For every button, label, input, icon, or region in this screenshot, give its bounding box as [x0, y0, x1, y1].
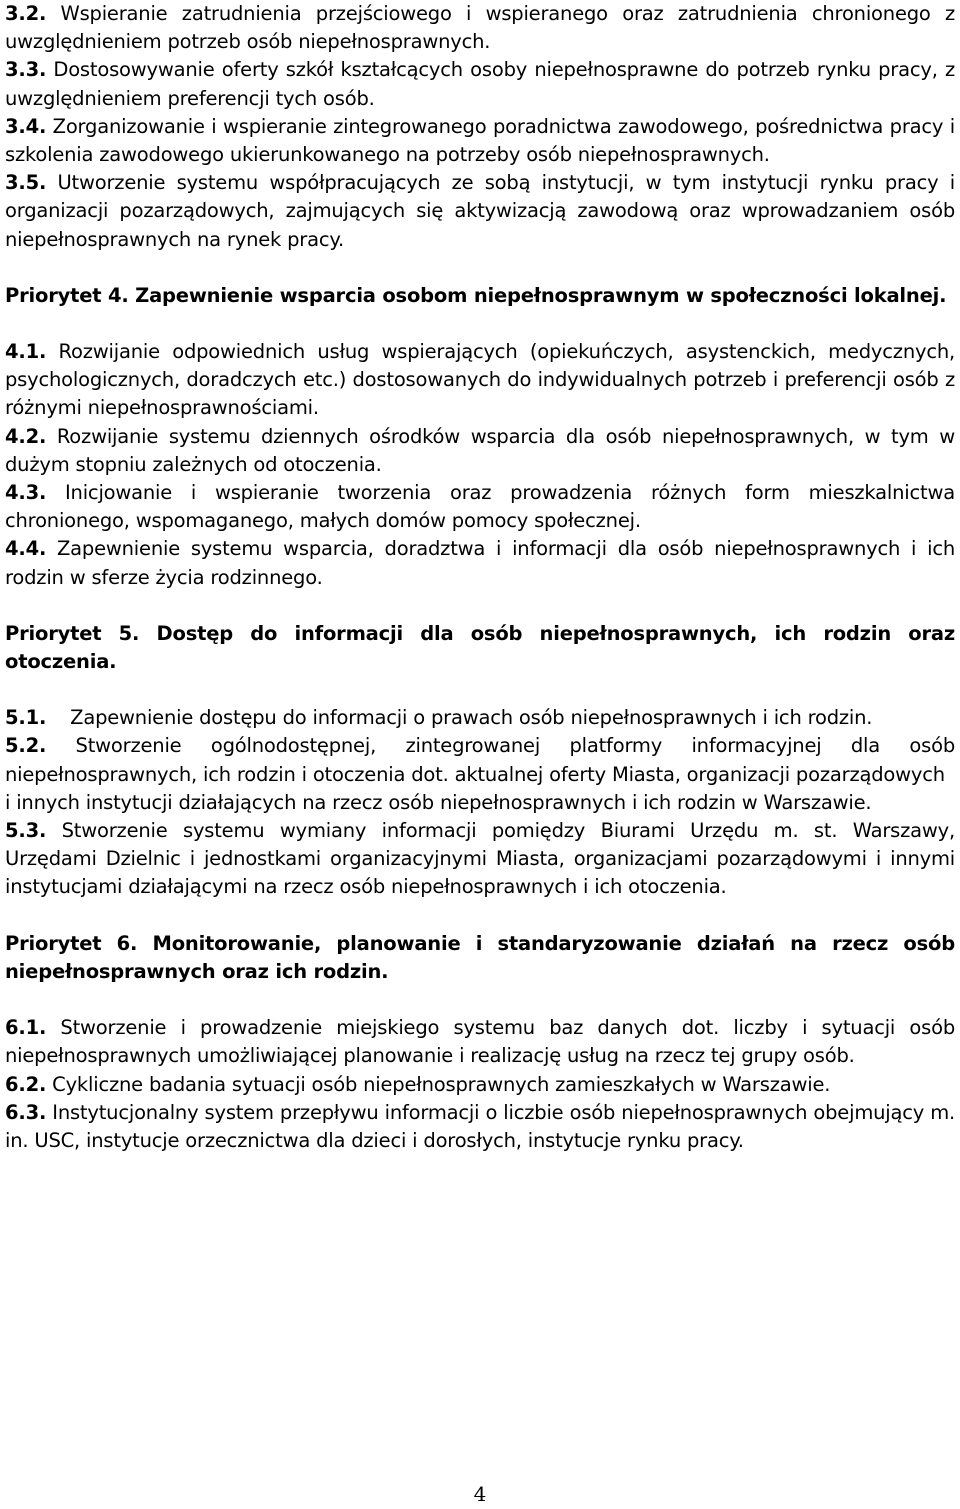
item-text: Rozwijanie systemu dziennych ośrodków wsparcia dla osób niepełnosprawnych, w tym w dużym stopniu zależnych od otoczenia.: [5, 424, 956, 476]
item-text: Rozwijanie odpowiednich usług wspierających (opiekuńczych, asystenckich, medycznych, psychologicznych, doradczych etc.) dostosowanych do indywidualnych potrzeb i preferencji osób z różnymi niepełnosprawnościami.: [5, 340, 956, 420]
list-item-3-2: [5, 0, 955, 56]
spacer: [5, 310, 955, 338]
list-item-4-3: [5, 479, 955, 535]
item-text: Stworzenie systemu wymiany informacji pomiędzy Biurami Urzędu m. st. Warszawy, Urzędami Dzielnic i jednostkami organizacyjnymi Miasta, organizacjami pozarządowymi i innymi instytucjami działającymi na rzecz osób niepełnosprawnych i ich otoczenia.: [5, 819, 955, 899]
item-text: Cykliczne badania sytuacji osób niepełnosprawnych zamieszkałych w Warszawie.: [52, 1072, 831, 1096]
priority-5-heading: Priorytet 5. Dostęp do informacji dla osób niepełnosprawnych, ich rodzin oraz otoczenia.: [5, 621, 955, 674]
item-number: 4.4.: [5, 537, 47, 561]
list-item-3-5: [5, 169, 955, 254]
item-number: 5.1.: [5, 706, 47, 730]
list-item-3-4: [5, 113, 955, 169]
item-text: Stworzenie ogólnodostępnej, zintegrowanej platformy informacyjnej dla osób niepełnosprawnych, ich rodzin i otoczenia dot. aktualnej oferty Miasta, organizacji pozarządowych: [5, 734, 955, 786]
priority-4-heading: Priorytet 4. Zapewnienie wsparcia osobom niepełnosprawnym w społeczności lokalnej.: [5, 283, 947, 307]
item-text: i innych instytucji działających na rzecz osób niepełnosprawnych i ich rodzin w Warszawie.: [5, 790, 872, 814]
spacer: [5, 986, 955, 1014]
document-page: [5, 0, 955, 1155]
item-number: 3.4.: [5, 114, 47, 138]
list-item-6-3: [5, 1099, 955, 1155]
item-text: Zorganizowanie i wspieranie zintegrowanego poradnictwa zawodowego, pośrednictwa pracy i szkolenia zawodowego ukierunkowanego na potrzeby osób niepełnosprawnych.: [5, 114, 955, 167]
item-number: 5.2.: [5, 734, 47, 758]
item-number: 4.2.: [5, 424, 47, 448]
spacer: [5, 676, 955, 704]
list-item-4-1: [5, 338, 955, 423]
list-item-5-1: [5, 704, 955, 732]
spacer: [5, 254, 955, 282]
item-number: 4.3.: [5, 481, 47, 505]
item-text: Utworzenie systemu współpracujących ze sobą instytucji, w tym instytucji rynku pracy i organizacji pozarządowych, zajmujących się aktywizacją zawodową oraz wprowadzaniem osób niepełnosprawnych na rynek pracy.: [5, 171, 955, 251]
item-text: Wspieranie zatrudnienia przejściowego i wspieranego oraz zatrudnienia chronionego z uwzględnieniem potrzeb osób niepełnosprawnych.: [5, 2, 956, 54]
item-number: 3.5.: [5, 171, 47, 195]
list-item-5-2: [5, 732, 955, 788]
list-item-3-3: [5, 56, 955, 112]
page-number: 4: [473, 1482, 487, 1506]
list-item-6-2: [5, 1071, 955, 1099]
item-number: 6.3.: [5, 1100, 47, 1124]
list-item-4-2: [5, 423, 955, 479]
item-number: 5.3.: [5, 819, 47, 843]
item-number: 6.2.: [5, 1072, 47, 1096]
item-text: Instytucjonalny system przepływu informacji o liczbie osób niepełnosprawnych obejmujący m. in. USC, instytucje orzecznictwa dla dzieci i dorosłych, instytucje rynku pracy.: [5, 1100, 955, 1152]
spacer: [5, 592, 955, 620]
list-item-4-4: [5, 535, 955, 591]
item-number: 6.1.: [5, 1016, 47, 1040]
item-text: Stworzenie i prowadzenie miejskiego systemu baz danych dot. liczby i sytuacji osób niepełnosprawnych umożliwiającej planowanie i realizację usług na rzecz tej grupy osób.: [5, 1016, 955, 1068]
item-number: 4.1.: [5, 340, 47, 364]
priority-6-heading: Priorytet 6. Monitorowanie, planowanie i standaryzowanie działań na rzecz osób niepełnosprawnych oraz ich rodzin.: [5, 931, 955, 983]
list-item-5-3: [5, 817, 955, 902]
spacer: [5, 902, 955, 930]
item-number: 3.2.: [5, 2, 47, 25]
item-text: Zapewnienie systemu wsparcia, doradztwa i informacji dla osób niepełnosprawnych i ich rodzin w sferze życia rodzinnego.: [5, 537, 955, 589]
list-item-6-1: [5, 1014, 955, 1070]
item-number: 3.3.: [5, 58, 47, 82]
item-text: Dostosowywanie oferty szkół kształcących osoby niepełnosprawne do potrzeb rynku pracy, z uwzględnieniem preferencji tych osób.: [5, 58, 955, 110]
item-text: Inicjowanie i wspieranie tworzenia oraz prowadzenia różnych form mieszkalnictwa chronionego, wspomaganego, małych domów pomocy społecznej.: [5, 481, 955, 533]
list-item-5-2-continued: [5, 789, 955, 817]
item-text: Zapewnienie dostępu do informacji o prawach osób niepełnosprawnych i ich rodzin.: [70, 706, 873, 730]
